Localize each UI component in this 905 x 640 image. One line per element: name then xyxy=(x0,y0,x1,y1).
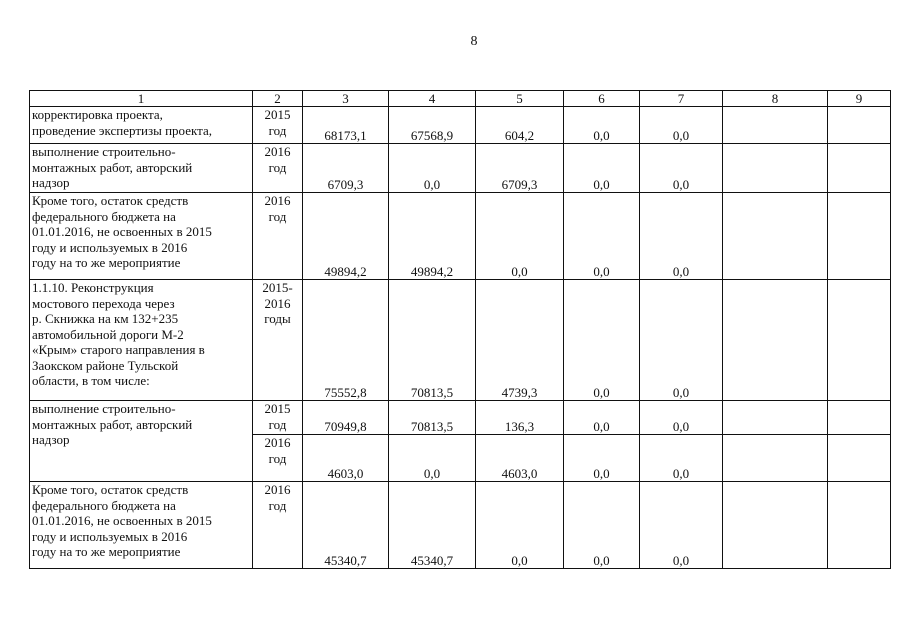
description-cell xyxy=(30,280,253,401)
description-line: Кроме того, остаток средств xyxy=(32,482,189,497)
value-cell: 0,0 xyxy=(389,144,476,193)
value-cell: 4603,0 xyxy=(476,435,564,482)
period-cell: 2015 год xyxy=(253,107,303,144)
description-line: монтажных работ, авторский xyxy=(32,159,193,175)
header-cell: 8 xyxy=(723,91,828,107)
value-cell: 45340,7 xyxy=(303,482,389,569)
value-cell: 70813,5 xyxy=(389,401,476,435)
value-cell xyxy=(828,435,891,482)
description-line: области, в том числе: xyxy=(32,373,150,388)
description-line: корректировка проекта, xyxy=(32,107,163,122)
value-cell xyxy=(723,280,828,401)
value-cell: 0,0 xyxy=(476,482,564,569)
value-cell: 70949,8 xyxy=(303,401,389,435)
table-row xyxy=(30,107,891,144)
description-cell xyxy=(30,193,253,280)
value-cell: 0,0 xyxy=(640,193,723,280)
description-line: монтажных работ, авторский xyxy=(32,416,193,432)
description-line: выполнение строительно- xyxy=(32,144,176,159)
description-cell xyxy=(30,401,253,482)
value-cell xyxy=(828,280,891,401)
header-cell: 6 xyxy=(564,91,640,107)
value-cell xyxy=(723,401,828,435)
value-cell: 0,0 xyxy=(640,401,723,435)
budget-table xyxy=(29,90,891,569)
description-cell xyxy=(30,144,253,193)
description-line: 01.01.2016, не освоенных в 2015 xyxy=(32,224,212,239)
value-cell: 4739,3 xyxy=(476,280,564,401)
value-cell: 0,0 xyxy=(564,193,640,280)
value-cell xyxy=(723,144,828,193)
value-cell: 0,0 xyxy=(640,280,723,401)
value-cell: 0,0 xyxy=(564,107,640,144)
value-cell: 0,0 xyxy=(640,435,723,482)
table-row xyxy=(30,482,891,569)
description-line: 01.01.2016, не освоенных в 2015 xyxy=(32,513,212,528)
value-cell: 6709,3 xyxy=(476,144,564,193)
value-cell xyxy=(828,401,891,435)
value-cell: 0,0 xyxy=(564,435,640,482)
header-cell: 9 xyxy=(828,91,891,107)
description-line: надзор xyxy=(32,432,70,447)
value-cell: 0,0 xyxy=(640,144,723,193)
value-cell: 604,2 xyxy=(476,107,564,144)
value-cell: 45340,7 xyxy=(389,482,476,569)
header-cell: 2 xyxy=(253,91,303,107)
value-cell: 0,0 xyxy=(476,193,564,280)
table-row xyxy=(30,280,891,401)
description-line: надзор xyxy=(32,175,70,190)
page-number: 8 xyxy=(470,34,478,49)
description-cell xyxy=(30,107,253,144)
value-cell: 136,3 xyxy=(476,401,564,435)
value-cell: 0,0 xyxy=(564,144,640,193)
value-cell: 75552,8 xyxy=(303,280,389,401)
value-cell: 67568,9 xyxy=(389,107,476,144)
description-line: федерального бюджета на xyxy=(32,208,176,224)
value-cell: 49894,2 xyxy=(389,193,476,280)
description-line: «Крым» старого направления в xyxy=(32,342,205,357)
description-line: мостового перехода через xyxy=(32,295,175,311)
period-cell: 2015-2016 годы xyxy=(253,280,303,401)
description-line: году и используемых в 2016 xyxy=(32,528,188,544)
header-cell: 5 xyxy=(476,91,564,107)
value-cell: 4603,0 xyxy=(303,435,389,482)
value-cell xyxy=(828,107,891,144)
description-line: году на то же мероприятие xyxy=(32,544,181,559)
value-cell xyxy=(723,435,828,482)
value-cell: 0,0 xyxy=(564,401,640,435)
header-cell: 1 xyxy=(30,91,253,107)
header-cell: 4 xyxy=(389,91,476,107)
description-line: году на то же мероприятие xyxy=(32,255,181,270)
value-cell: 6709,3 xyxy=(303,144,389,193)
value-cell: 0,0 xyxy=(389,435,476,482)
value-cell: 0,0 xyxy=(640,107,723,144)
period-cell: 2015 год xyxy=(253,401,303,435)
header-cell: 3 xyxy=(303,91,389,107)
period-cell: 2016 год xyxy=(253,435,303,482)
value-cell: 49894,2 xyxy=(303,193,389,280)
description-line: Заокском районе Тульской xyxy=(32,357,179,373)
description-line: проведение экспертизы проекта, xyxy=(32,122,212,138)
value-cell xyxy=(723,482,828,569)
description-line: году и используемых в 2016 xyxy=(32,239,188,255)
value-cell: 0,0 xyxy=(640,482,723,569)
value-cell xyxy=(828,482,891,569)
value-cell xyxy=(828,193,891,280)
value-cell xyxy=(723,107,828,144)
table-row xyxy=(30,401,891,435)
table-row xyxy=(30,193,891,280)
value-cell xyxy=(828,144,891,193)
description-line: 1.1.10. Реконструкция xyxy=(32,280,154,295)
description-line: выполнение строительно- xyxy=(32,401,176,416)
table-row xyxy=(30,144,891,193)
value-cell xyxy=(723,193,828,280)
description-line: р. Скнижка на км 132+235 xyxy=(32,311,179,326)
value-cell: 68173,1 xyxy=(303,107,389,144)
header-row xyxy=(30,91,891,107)
description-line: Кроме того, остаток средств xyxy=(32,193,189,208)
period-cell: 2016 год xyxy=(253,144,303,193)
value-cell: 70813,5 xyxy=(389,280,476,401)
value-cell: 0,0 xyxy=(564,482,640,569)
header-cell: 7 xyxy=(640,91,723,107)
description-line: автомобильной дороги М-2 xyxy=(32,326,184,342)
value-cell: 0,0 xyxy=(564,280,640,401)
description-line: федерального бюджета на xyxy=(32,497,176,513)
description-cell xyxy=(30,482,253,569)
period-cell: 2016 год xyxy=(253,193,303,280)
period-cell: 2016 год xyxy=(253,482,303,569)
